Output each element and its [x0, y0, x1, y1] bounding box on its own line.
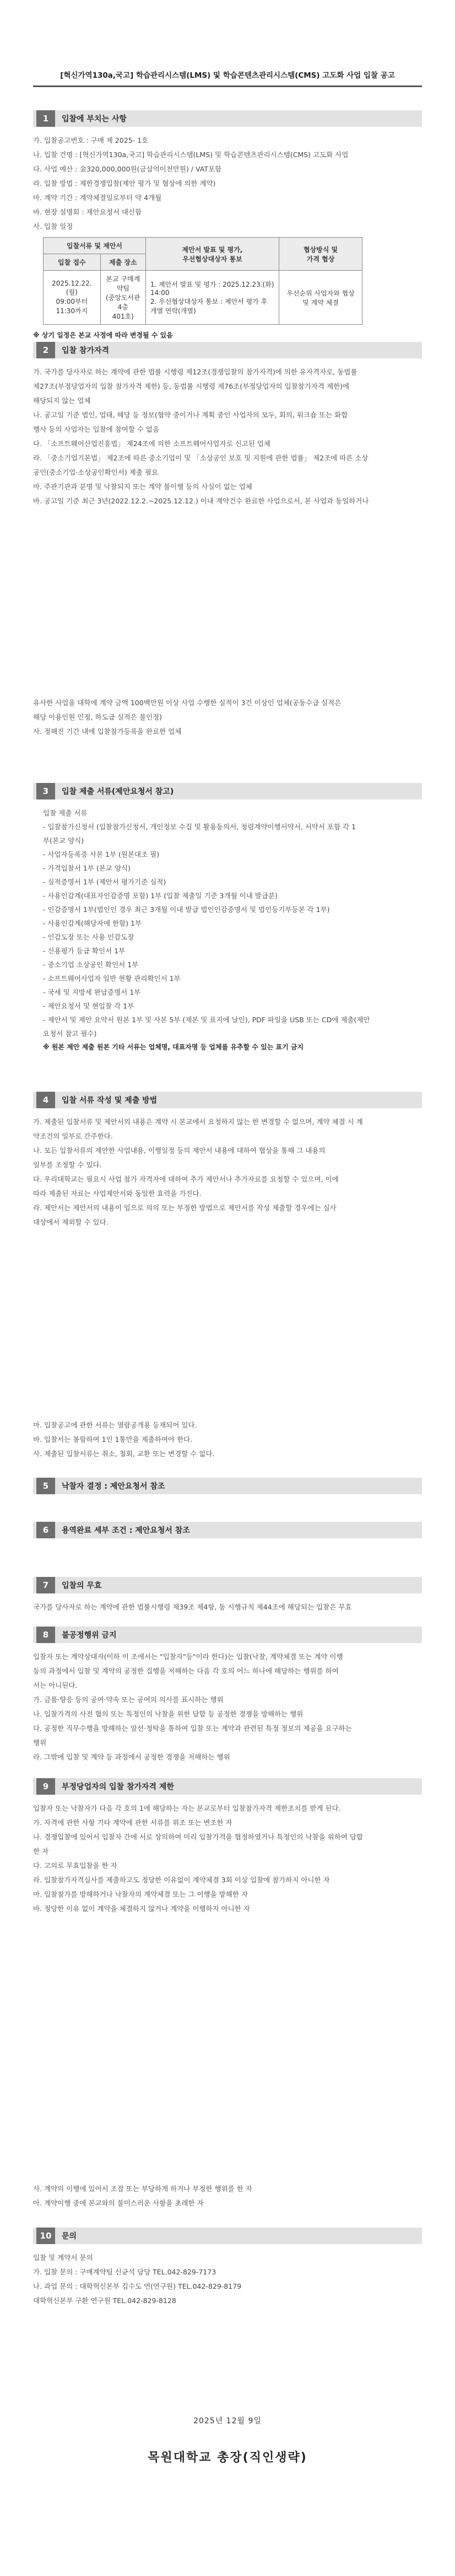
- text-line: - 사용인감계(해당자에 한함) 1부: [43, 919, 142, 927]
- section-5-title: 낙찰자 결정 : 제안요청서 참조: [62, 1482, 165, 1491]
- table-header-date: 입찰 접수: [44, 254, 101, 271]
- section-8: [33, 1627, 422, 1764]
- text-line: 다. 공정한 직무수행을 방해하는 알선·청탁을 통하여 입찰 또는 계약과 관련된 특정 정보의 제공을 요구하는: [33, 1724, 352, 1732]
- text-line: 나. 공고일 기준 법인, 업태, 해당 등 정보(협약 중이거나 계획 중인 사업자의 모두, 회의, 워크숍 또는 화합: [33, 411, 348, 419]
- text-line: 해당되지 않는 업체: [33, 396, 91, 405]
- section-7-header: [33, 1577, 422, 1593]
- section-3-title: 입찰 제출 서류(제안요청서 참고): [62, 787, 174, 796]
- section-8-body: [33, 1650, 422, 1764]
- text-line: 입찰 및 계약서 문의: [33, 2253, 93, 2262]
- text-line: 국가를 당사자로 하는 계약에 관한 법률시행령 제39조 제4항, 동 시행규칙 제44조에 해당되는 입찰은 무효: [33, 1603, 352, 1611]
- section-7-body: [33, 1600, 422, 1614]
- text-line: 서는 아니된다.: [33, 1681, 78, 1689]
- text-line: - 사용인감계(대표자인감증명 포함) 1부 (입찰 제출일 기준 3개월 이내 발급분): [43, 892, 278, 900]
- section-9: [33, 1778, 422, 1916]
- text-line: - 소프트웨어사업자 일반 현황 관리확인서 1부: [43, 974, 181, 983]
- text-line: 따라 제출된 자료는 사업제안서와 동일한 효력을 가진다.: [33, 1189, 202, 1198]
- text-line: 등의 과정에서 입찰 및 계약의 공정한 집행을 저해하는 다음 각 호의 어느 하나에 해당하는 행위를 하여: [33, 1667, 339, 1675]
- text-line: 바. 정당한 이유 없이 계약을 체결하지 않거나 계약을 이행하지 아니한 자: [33, 1904, 250, 1913]
- text-line: 한 자: [33, 1847, 49, 1855]
- section-6-header: [33, 1522, 422, 1538]
- section-4: [33, 1092, 422, 1230]
- text-line: - 실적증명서 1부 (제안서 평가기준 실적): [43, 878, 166, 886]
- text-line: 유사한 사업을 대학에 계약 금액 100백만원 이상 사업 수행한 실적이 3건 이상인 업체(공동수급 실적은: [33, 699, 342, 707]
- text-line: 공인(중소기업·소상공인확인서) 제출 필요: [33, 468, 158, 476]
- text-line: 대상에서 제외할 수 있다.: [33, 1218, 109, 1226]
- text-line: ※ 원본 제안 제출 원본 기타 서류는 업체명, 대표자명 등 업체를 유추할 수 있는 표기 금지: [43, 1043, 304, 1051]
- section-8-number: 8: [36, 1627, 55, 1643]
- section-4-body: [33, 1115, 422, 1230]
- section-5-header: [33, 1478, 422, 1494]
- text-line: 라. 그밖에 입찰 및 계약 등 과정에서 공정한 경쟁을 저해하는 행위: [33, 1753, 230, 1761]
- table-header-negotiation: 협상방식 및 가격 협상: [279, 238, 362, 271]
- section-10-body: [33, 2251, 422, 2308]
- section-2-body-continued: [33, 696, 422, 739]
- text-line: 사. 정해진 기간 내에 입찰참가등록을 완료한 업체: [33, 727, 182, 736]
- table-cell-negotiation: 우선순위 사업자와 협상 및 계약 체결: [279, 271, 362, 325]
- text-line: - 입찰참가신청서 (입찰참가신청서, 개인정보 수집 및 활용동의서, 청렴계약이행서약서, 서약서 포함 각 1: [43, 823, 356, 831]
- section-2-continued: [33, 689, 422, 739]
- section-6-title: 용역완료 세부 조건 : 제안요청서 참조: [62, 1526, 190, 1535]
- section-4-continued: [33, 1412, 422, 1461]
- section-9-number: 9: [36, 1778, 55, 1795]
- text-line: 나. 모든 입찰서류의 제안한 사업내용, 이행일정 등의 제안서 내용에 대하여 협상을 통해 그 내용의: [33, 1146, 326, 1155]
- section-2-number: 2: [36, 342, 55, 358]
- section-10-header: [33, 2228, 422, 2244]
- text-line: 가. 국가를 당사자로 하는 계약에 관한 법률 시행령 제12조(경쟁입찰의 참가자격)에 의한 유자격자로, 동법률: [33, 368, 358, 376]
- notice-title: [혁신가역130a,국고] 학습관리시스템(LMS) 및 학습콘텐츠관리시스템(CMS) 고도화 사업 입찰 공고: [33, 69, 422, 87]
- text-line: 사. 제출된 입찰서류는 취소, 철회, 교환 또는 변경할 수 없다.: [33, 1450, 215, 1458]
- schedule-note: ※ 상기 일정은 본교 사정에 따라 변경될 수 있음: [33, 331, 173, 339]
- text-line: 요청서 참고 필수): [43, 1029, 97, 1038]
- table-cell-date: 2025.12.22.(월) 09:00부터 11:30까지: [44, 271, 101, 325]
- section-1-number: 1: [36, 110, 55, 127]
- text-line: 입찰 제출 서류: [43, 809, 88, 817]
- text-line: 라. 「중소기업기본법」 제2조에 따른 중소기업이 및 「소상공인 보호 및 지원에 관한 법률」 제2조에 따른 소상: [33, 454, 369, 462]
- section-3: [33, 783, 422, 1054]
- text-line: - 국세 및 지방세 완납증명서 1부: [43, 988, 141, 996]
- text-line: - 신용평가 등급 확인서 1부: [43, 947, 126, 955]
- text-line: 마. 주관기관과 분명 및 낙찰되지 또는 계약 불이행 등의 사실이 없는 업체: [33, 482, 252, 491]
- text-line: - 제안서 및 제안 요약서 원본 1부 및 사본 5부 (제본 및 표지에 날인), PDF 파일을 USB 또는 CD에 제출(제안: [43, 1016, 370, 1024]
- section-3-body: [33, 806, 422, 1054]
- section-4-title: 입찰 서류 작성 및 제출 방법: [62, 1096, 158, 1105]
- section-4-number: 4: [36, 1092, 55, 1108]
- text-line: 마. 입찰참가를 방해하거나 낙찰자의 계약체결 또는 그 이행을 방해한 자: [33, 1890, 248, 1898]
- section-9-header: [33, 1778, 422, 1795]
- text-line: 나. 경쟁입찰에 있어서 입찰자 간에 서로 상의하여 미리 입찰가격을 협정하였거나 특정인의 낙찰을 위하여 담합: [33, 1833, 364, 1841]
- text-line: 바. 공고일 기준 최근 3년(2022.12.2.~2025.12.12.) 이내 계약건수 완료한 사업으로서, 본 사업과 동일하거나: [33, 497, 369, 505]
- section-7-number: 7: [36, 1577, 55, 1593]
- text-line: 라. 제안서는 제안서의 내용이 임으로 의의 또는 부정한 방법으로 제안서를 작성 제출할 경우에는 심사: [33, 1204, 337, 1212]
- table-header-place: 제출 장소: [100, 254, 145, 271]
- text-line: 라. 입찰 방법 : 제한경쟁입찰(제안 평가 및 협상에 의한 계약): [33, 179, 216, 187]
- section-2-title: 입찰 참가자격: [62, 346, 110, 355]
- text-line: 나. 과업 문의 : 대학혁신본부 김수도 연(연구원) TEL.042-829-8179: [33, 2282, 242, 2290]
- text-line: 바. 입찰서는 봉함하여 1인 1통만을 제출하여야 한다.: [33, 1435, 193, 1443]
- text-line: - 인감증명서 1부(법인인 경우 최근 3개월 이내 발급 법인인감증명서 및 법인등기부등본 각 1부): [43, 905, 330, 914]
- text-line: 행위: [33, 1738, 47, 1747]
- table-cell-evaluation: 1. 제안서 발표 및 평가 : 2025.12.23.(화) 14:00 2. 우선협상대상자 통보 : 제안서 평가 후 개별 연락(개별): [145, 271, 279, 325]
- text-line: 다. 사업 예산 : 金320,000,000원(금삼억이천만원) / VAT포함: [33, 165, 222, 173]
- section-7-title: 입찰의 무효: [62, 1581, 102, 1590]
- text-line: 마. 입찰공고에 관한 서류는 열람공개용 등재되어 있다.: [33, 1421, 197, 1429]
- table-cell-place: 본교 구매계약팀 (중앙도서관 4층 401호): [100, 271, 145, 325]
- section-2-body: [33, 365, 422, 508]
- section-2: [33, 342, 422, 508]
- section-4-body-continued: [33, 1418, 422, 1461]
- section-9-title: 부정당업자의 입찰 참가자격 제한: [62, 1783, 174, 1791]
- text-line: 아. 계약이행 중에 본교와의 불미스러운 사항을 초래한 자: [33, 2199, 204, 2207]
- text-line: - 제안요청서 및 현입찰 각 1부: [43, 1002, 134, 1010]
- text-line: 나. 입찰 건명 : [혁신가역130a,국고] 학습관리시스템(LMS) 및 학습콘텐츠관리시스템(CMS) 고도화 사업: [33, 151, 349, 159]
- text-line: - 사업자등록증 사본 1부 (원본대조 필): [43, 850, 160, 858]
- text-line: 가. 입찰 문의 : 구매계약팀 신균석 담당 TEL.042-829-7173: [33, 2268, 216, 2276]
- text-line: - 인감도장 또는 사용 인감도장: [43, 933, 134, 941]
- section-7: [33, 1577, 422, 1614]
- text-line: 라. 입찰참가자격심사를 제출하고도 정당한 이유없이 계약체결 3회 이상 입찰에 참가하지 아니한 자: [33, 1876, 330, 1884]
- text-line: 대학혁신본부 구환 연구원 TEL.042-829-8128: [33, 2296, 176, 2305]
- text-line: 부(본교 양식): [43, 836, 84, 845]
- section-1-header: [33, 110, 422, 127]
- table-header-submission: 입찰서류 및 제안서: [44, 238, 146, 254]
- text-line: - 중소기업 소상공인 확인서 1부: [43, 960, 139, 969]
- text-line: 바. 현장 설명회 : 제안요청서 대신함: [33, 208, 142, 216]
- section-9-body-continued: [33, 2182, 422, 2210]
- section-3-header: [33, 783, 422, 799]
- text-line: 일부를 조정할 수 있다.: [33, 1161, 102, 1169]
- section-5: [33, 1478, 422, 1494]
- section-2-header: [33, 342, 422, 358]
- section-1-body: [33, 133, 422, 234]
- section-1: [33, 110, 422, 340]
- section-9-continued: [33, 2175, 422, 2210]
- text-line: 입찰자 또는 낙찰자가 다음 각 호의 1에 해당하는 자는 본교로부터 입찰참가자격 제한조치를 받게 된다.: [33, 1804, 341, 1812]
- section-10: [33, 2228, 422, 2308]
- text-line: 다. 우리대학교는 필요시 사업 참가 자격자에 대하여 추가 제안서나 추가자료를 요청할 수 있으며, 이에: [33, 1175, 339, 1183]
- signer-name: 목원대학교 총장(직인생략): [148, 2451, 307, 2465]
- text-line: 약조건의 일부로 간주한다.: [33, 1132, 113, 1140]
- text-line: 사. 계약의 이행에 있어서 조잡 또는 부당하게 하거나 부정한 행위를 한 자: [33, 2185, 252, 2193]
- text-line: 제27조(부정당업자의 입찰 참가자격 제한) 등, 동법률 시행령 제76조(부정당업자의 입찰참가자격 제한)에: [33, 382, 350, 390]
- section-6: [33, 1522, 422, 1538]
- section-3-number: 3: [36, 783, 55, 799]
- text-line: 가. 입찰공고번호 : 구매 제 2025- 1호: [33, 136, 149, 144]
- text-line: 다. 「소프트웨어산업진흥법」 제24조에 의한 소프트웨어사업자로 신고된 업체: [33, 439, 270, 448]
- text-line: 해당 이용인원 인정, 하도급 실적은 불인정): [33, 713, 162, 721]
- section-4-header: [33, 1092, 422, 1108]
- notice-date: 2025년 12월 9일: [193, 2417, 262, 2425]
- section-1-title: 입찰에 부치는 사항: [62, 115, 127, 124]
- text-line: 가. 금품·향응 등의 공여·약속 또는 공여의 의사를 표시하는 행위: [33, 1695, 224, 1704]
- section-6-number: 6: [36, 1522, 55, 1538]
- text-line: 다. 고의로 무효입찰을 한 자: [33, 1861, 117, 1870]
- section-8-header: [33, 1627, 422, 1643]
- section-10-number: 10: [36, 2228, 55, 2244]
- text-line: 가. 자격에 관한 사항 기타 계약에 관한 서류를 위조 또는 변조한 자: [33, 1818, 232, 1827]
- section-10-title: 문의: [62, 2232, 77, 2241]
- section-5-number: 5: [36, 1478, 55, 1494]
- text-line: 가. 제출된 입찰서류 및 제안서의 내용은 계약 시 본교에서 요청하지 않는 한 변경할 수 없으며, 계약 체결 시 계: [33, 1118, 363, 1126]
- text-line: - 가격입찰서 1부 (본교 양식): [43, 864, 131, 872]
- table-header-evaluation: 제안서 발표 및 평가, 우선협상대상자 통보: [145, 238, 279, 271]
- text-line: 행사 등의 사업자는 입찰에 참여할 수 없음: [33, 425, 160, 433]
- section-9-body: [33, 1801, 422, 1916]
- text-line: 입찰자 또는 계약상대자(이하 이 조에서는 "입찰자"등"이라 한다)는 입찰(낙찰, 계약체결 또는 계약 이행: [33, 1652, 343, 1661]
- text-line: 사. 입찰 일정: [33, 222, 73, 230]
- text-line: 나. 입찰가격의 사전 협의 또는 특정인의 낙찰을 위한 담합 등 공정한 경쟁을 방해하는 행위: [33, 1710, 304, 1718]
- text-line: 마. 계약 기간 : 계약체결일로부터 약 4개월: [33, 194, 162, 202]
- section-8-title: 불공정행위 금지: [62, 1631, 117, 1640]
- schedule-table: [43, 237, 362, 325]
